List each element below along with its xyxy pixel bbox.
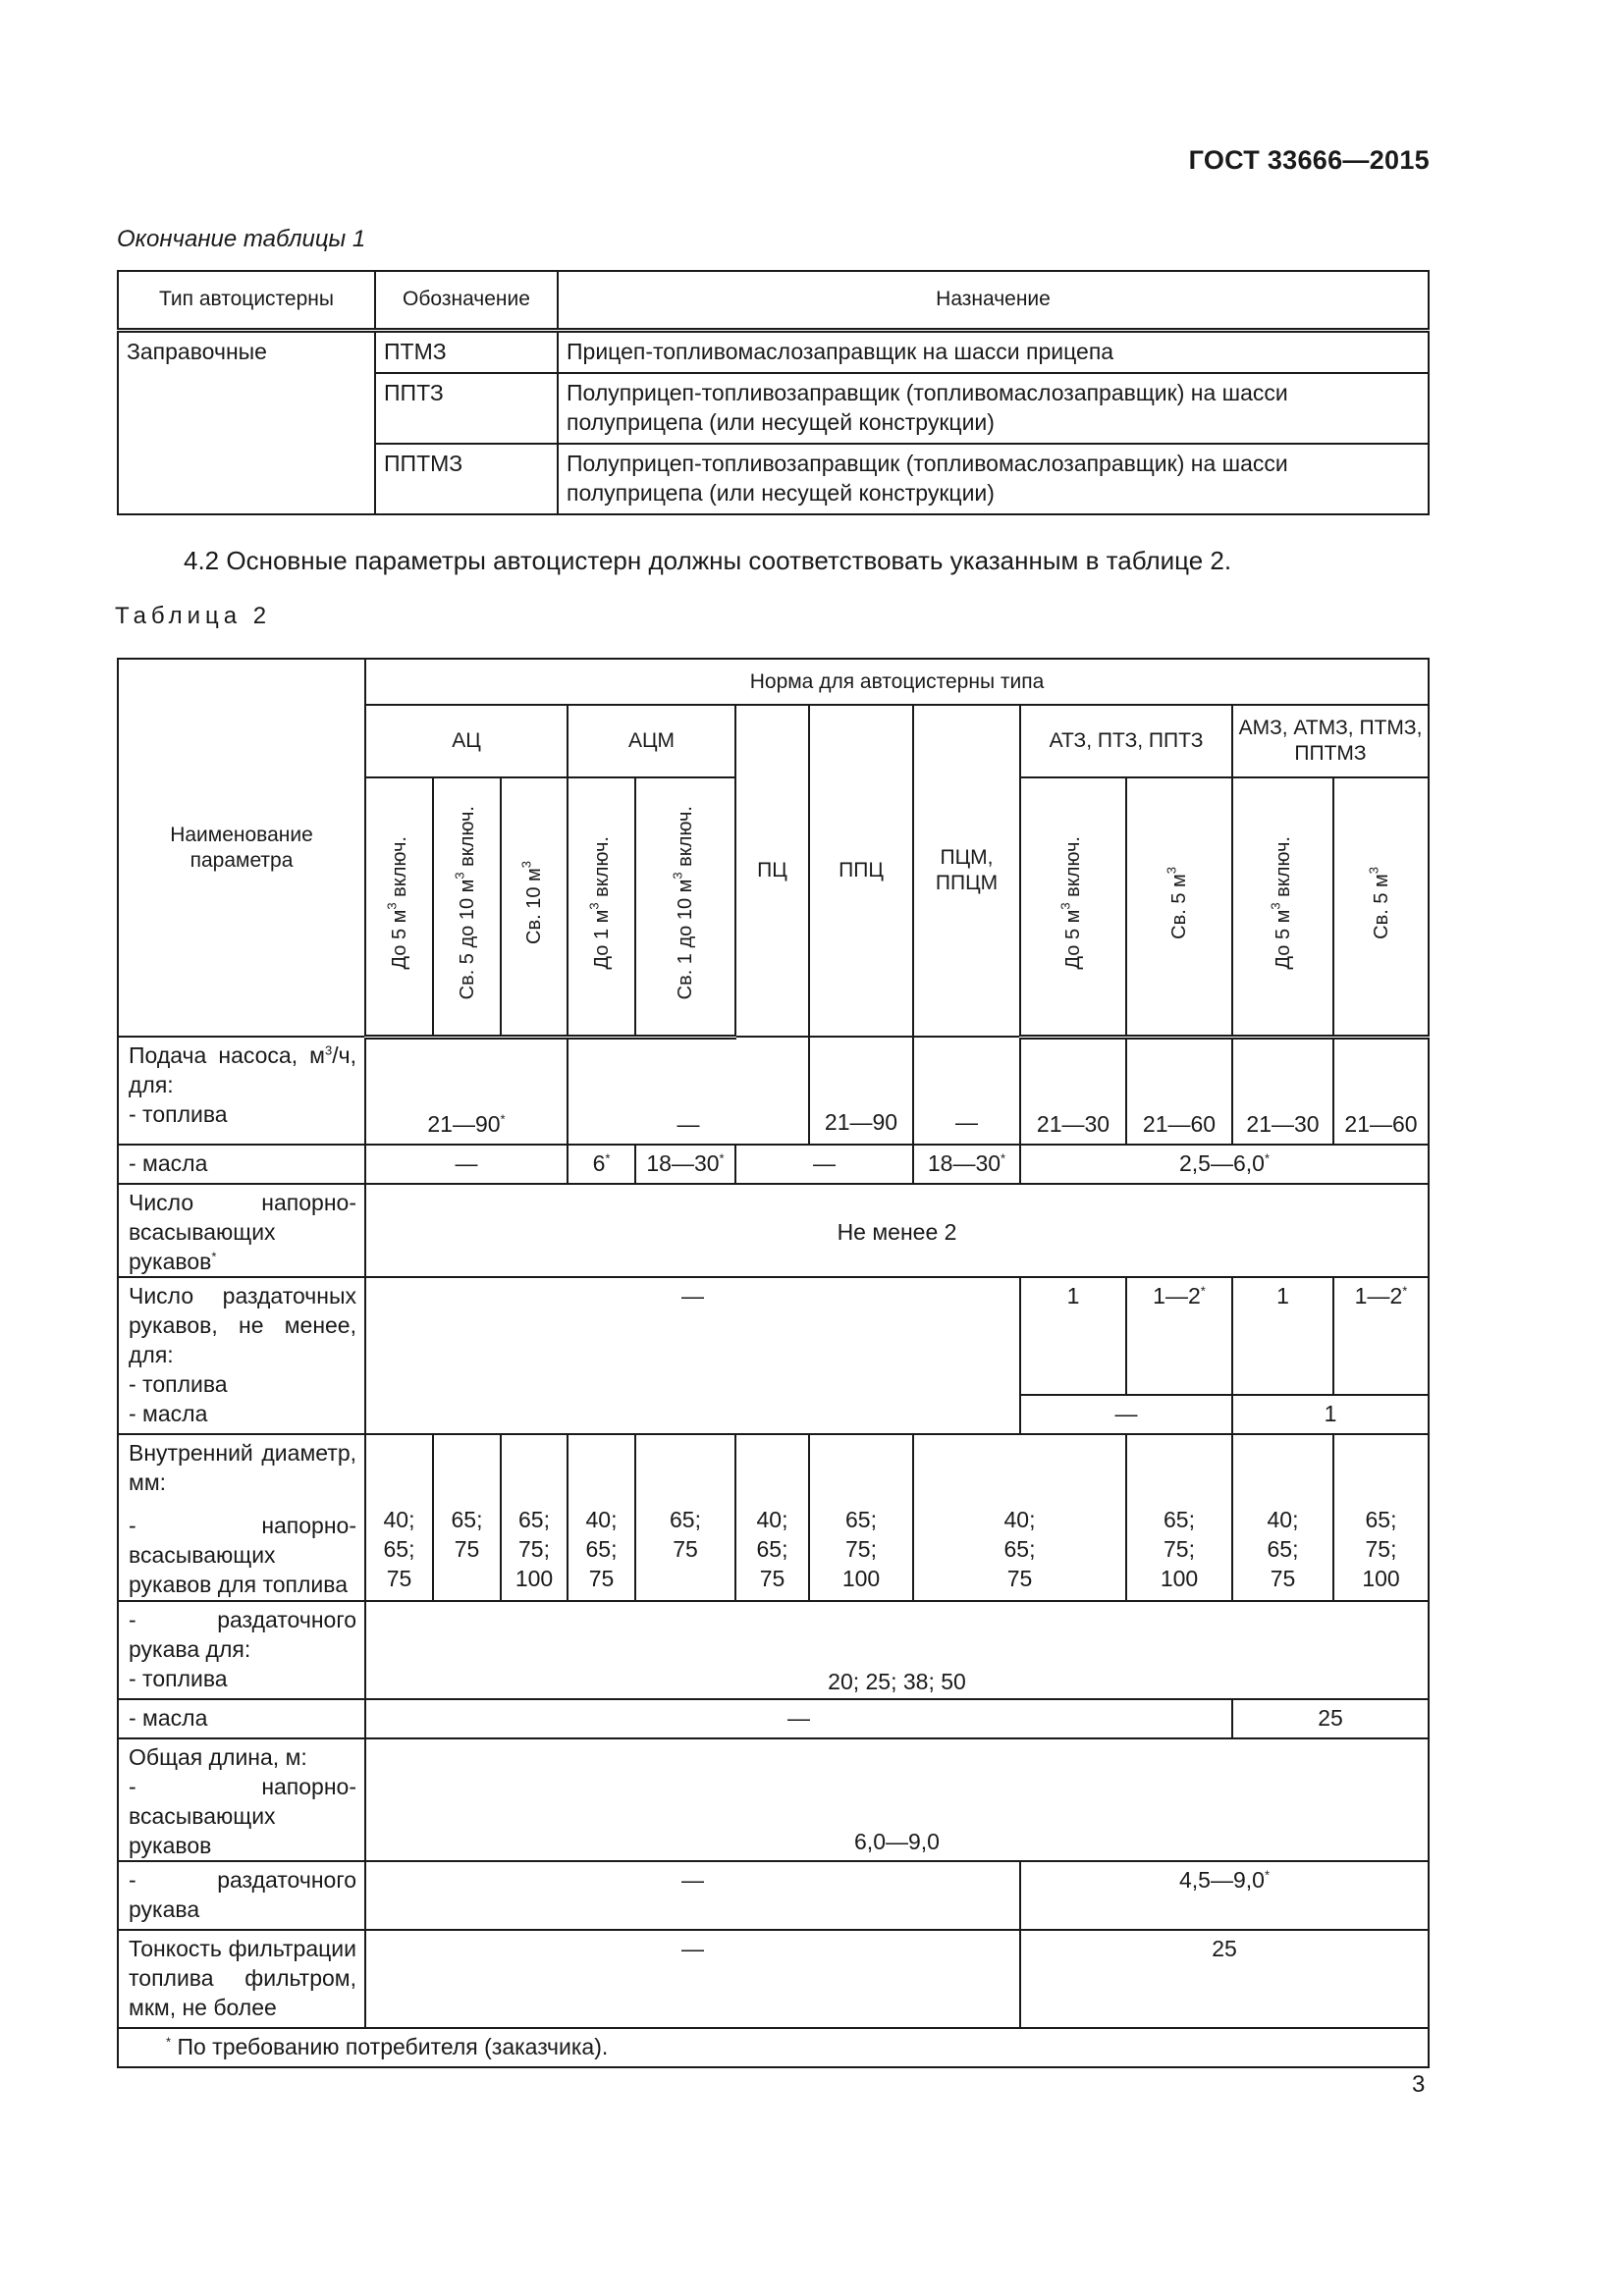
filtration-atz-amz: 25: [1020, 1930, 1429, 2028]
diam-disp-oil-others: —: [365, 1699, 1232, 1738]
group-atz: АТЗ, ПТЗ, ППТЗ: [1020, 705, 1232, 777]
pump-fuel-atz2: [1126, 1037, 1232, 1145]
table2-footnote: * По требованию потребителя (заказчика).: [118, 2028, 1429, 2067]
table1-purpose-cell: Полуприцеп-топливозаправщик (топливомаслозаправщик) на шасси полуприцепа (или несущей конструкции): [558, 373, 1429, 444]
value: 65;: [383, 1536, 415, 1562]
param-dispensing-title: Число раздаточных рукавов, не менее, для:: [129, 1283, 356, 1367]
group-pcm: ПЦМ, ППЦМ: [913, 705, 1020, 1037]
table1-code-cell: ПТМЗ: [375, 330, 558, 373]
group-amz: АМЗ, АТМЗ, ПТМЗ, ППТМЗ: [1232, 705, 1429, 777]
value: 75: [673, 1536, 698, 1562]
param-pressure-hoses: Число напорно-всасывающих рукавов*: [118, 1184, 365, 1277]
param-pump-fuel: - топлива: [129, 1101, 228, 1127]
dispensing-fuel-atz2: 1—2*: [1126, 1277, 1232, 1395]
value: 21—60: [1344, 1110, 1418, 1137]
table1-purpose-cell: Полуприцеп-топливозаправщик (топливомаслозаправщик) на шасси полуприцепа (или несущей конструкции): [558, 444, 1429, 514]
value: 75: [454, 1536, 480, 1562]
sub-atz1-label: До 5 $м^3$ включ.: [1057, 836, 1084, 970]
pump-fuel-acm-pc: [568, 1037, 809, 1145]
diam-disp-oil-amz: 25: [1232, 1699, 1429, 1738]
length-disp-atz-amz: 4,5—9,0*: [1020, 1861, 1429, 1930]
diam-ppc: [809, 1434, 913, 1601]
value: 75;: [518, 1536, 550, 1562]
param-pump-title: Подача насоса, $м^3/ч$, для:: [129, 1042, 356, 1097]
sub-ac1: [365, 777, 433, 1037]
pump-oil-atz-amz: 2,5—6,0*: [1020, 1145, 1429, 1184]
value: 65;: [1003, 1536, 1036, 1562]
param-dispensing: [118, 1277, 365, 1434]
pressure-hoses-value: Не менее 2: [365, 1184, 1429, 1277]
dispensing-oil-amz: 1: [1232, 1395, 1429, 1434]
table1-caption: Окончание таблицы 1: [117, 226, 366, 252]
param-pump-oil: - масла: [118, 1145, 365, 1184]
table1-code-cell: ППТЗ: [375, 373, 558, 444]
sub-ac2: [433, 777, 501, 1037]
table2-header-row: [118, 659, 1429, 705]
param-diameter-title: Внутренний диаметр, мм:: [129, 1440, 356, 1495]
diam-amz1: [1232, 1434, 1333, 1601]
diam-ac3: [501, 1434, 568, 1601]
table-row: [118, 1145, 1429, 1184]
table1: [117, 270, 1430, 515]
table1-col-purpose: Назначение: [558, 271, 1429, 330]
value: 75;: [845, 1536, 877, 1562]
sub-amz1-label: До 5 $м^3$ включ.: [1267, 836, 1294, 970]
dispensing-fuel-atz1: 1: [1020, 1277, 1126, 1395]
value: 21—90: [824, 1109, 898, 1135]
diam-acm1: [568, 1434, 635, 1601]
pump-fuel-amz2: [1333, 1037, 1429, 1145]
value: 75: [588, 1566, 615, 1591]
value: 65;: [756, 1536, 788, 1562]
table-row: [118, 1699, 1429, 1738]
table1-code-cell: ППТМЗ: [375, 444, 558, 514]
sub-ac1-label: До 5 $м^3$ включ.: [383, 836, 410, 970]
value: 100: [1160, 1566, 1199, 1591]
sub-acm1-label: До 1 $м^3$ включ.: [585, 836, 613, 970]
table-row: [118, 1861, 1429, 1930]
value: 75: [1006, 1566, 1033, 1591]
param-diameter-disp-fuel: - топлива: [129, 1666, 228, 1691]
param-diameter: [118, 1434, 365, 1601]
pump-oil-acm1: 6*: [568, 1145, 635, 1184]
diam-atz2: [1126, 1434, 1232, 1601]
value: 65;: [585, 1536, 618, 1562]
value: 40;: [1267, 1507, 1299, 1532]
table-row: [118, 1601, 1429, 1699]
diam-ac2: [433, 1434, 501, 1601]
value: —: [955, 1109, 978, 1135]
table2-caption: Таблица 2: [115, 603, 272, 629]
sub-atz2: [1126, 777, 1232, 1037]
table2-footnote-row: [118, 2028, 1429, 2067]
pump-fuel-amz1: [1232, 1037, 1333, 1145]
sub-acm2-label: Св. 1 до 10 $м^3$ включ.: [670, 806, 696, 1000]
paragraph-4-2: 4.2 Основные параметры автоцистерн должны соответствовать указанным в таблице 2.: [184, 546, 1232, 575]
dispensing-fuel-amz2: 1—2*: [1333, 1277, 1429, 1395]
diam-ac1: [365, 1434, 433, 1601]
table-row: [118, 1037, 1429, 1145]
table-row: [118, 1184, 1429, 1277]
value: 75;: [1365, 1536, 1397, 1562]
diam-amz2: [1333, 1434, 1429, 1601]
value: 100: [841, 1566, 881, 1591]
dispensing-fuel-amz1: 1: [1232, 1277, 1333, 1395]
value: 65;: [1365, 1507, 1397, 1532]
sub-ac3-label: Св. 10 $м^3$: [518, 861, 545, 945]
table-row: [118, 1277, 1429, 1395]
pump-oil-acm2: 18—30*: [635, 1145, 735, 1184]
value: 65;: [451, 1507, 483, 1532]
pump-fuel-ac: [365, 1037, 568, 1145]
value: 100: [1362, 1566, 1400, 1591]
table-row: [118, 1930, 1429, 2028]
group-ppc: ППЦ: [809, 705, 913, 1037]
group-pc: ПЦ: [735, 705, 809, 1037]
sub-amz2: [1333, 777, 1429, 1037]
param-dispensing-oil: - масла: [129, 1401, 208, 1426]
value: 40;: [756, 1507, 788, 1532]
param-diameter-disp-oil: - масла: [118, 1699, 365, 1738]
table-row: [118, 330, 1429, 373]
table1-purpose-cell: Прицеп-топливомаслозаправщик на шасси прицепа: [558, 330, 1429, 373]
table2: [117, 658, 1430, 2068]
param-diameter-disp-title: - раздаточного рукава для:: [129, 1607, 356, 1662]
value: 75: [386, 1566, 412, 1591]
value: 40;: [1003, 1507, 1036, 1532]
dispensing-oil-atz: —: [1020, 1395, 1232, 1434]
diam-pcm-atz1: [913, 1434, 1126, 1601]
pump-oil-ac: —: [365, 1145, 568, 1184]
sub-atz2-label: Св. 5 $м^3$: [1164, 866, 1190, 939]
sub-acm2: [635, 777, 735, 1037]
param-length-title: Общая длина, м:: [129, 1744, 307, 1770]
value: —: [677, 1110, 700, 1137]
sub-amz2-label: Св. 5 $м^3$: [1365, 866, 1392, 939]
value: 75: [759, 1566, 785, 1591]
sub-ac3: [501, 777, 568, 1037]
sub-amz1: [1232, 777, 1333, 1037]
pump-fuel-atz1: [1020, 1037, 1126, 1145]
table2-norm-header: Норма для автоцистерны типа: [365, 659, 1429, 705]
length-disp-others: —: [365, 1861, 1020, 1930]
table-row: [118, 1738, 1429, 1861]
table-row: [118, 1434, 1429, 1601]
value: 65;: [1164, 1507, 1195, 1532]
dispensing-others: —: [365, 1277, 1020, 1434]
pump-fuel-pcm: [913, 1037, 1020, 1145]
table1-col-type: Тип автоцистерны: [118, 271, 375, 330]
value: 21—30: [1246, 1110, 1320, 1137]
value: 65;: [518, 1507, 550, 1532]
table2-param-header: Наименование параметра: [118, 659, 365, 1037]
value: 100: [514, 1566, 554, 1591]
table1-header-row: [118, 271, 1429, 330]
param-length-pressure: - напорно-всасывающих рукавов: [129, 1774, 356, 1858]
param-filtration: Тонкость фильтрации топлива фильтром, мкм, не более: [118, 1930, 365, 2028]
value: 75: [1270, 1566, 1296, 1591]
value: 65;: [1267, 1536, 1299, 1562]
diam-disp-fuel: 20; 25; 38; 50: [365, 1601, 1429, 1699]
value: 40;: [383, 1507, 415, 1532]
page-number: 3: [1412, 2071, 1426, 2098]
pump-oil-pc-ppc: —: [735, 1145, 913, 1184]
table1-col-code: Обозначение: [375, 271, 558, 330]
pump-oil-pcm: 18—30*: [913, 1145, 1020, 1184]
pump-fuel-ppc: [809, 1037, 913, 1145]
group-ac: АЦ: [365, 705, 568, 777]
value: 75;: [1164, 1536, 1195, 1562]
value: 65;: [670, 1507, 701, 1532]
param-diameter-disp: [118, 1601, 365, 1699]
group-acm: АЦМ: [568, 705, 735, 777]
length-pressure-value: 6,0—9,0: [365, 1738, 1429, 1861]
sub-acm1: [568, 777, 635, 1037]
param-length: [118, 1738, 365, 1861]
value: 21—60: [1142, 1110, 1217, 1137]
document-number: ГОСТ 33666—2015: [1188, 145, 1430, 175]
diam-acm2: [635, 1434, 735, 1601]
value: 65;: [845, 1507, 877, 1532]
value: 21—90*: [427, 1110, 506, 1137]
value: 40;: [585, 1507, 618, 1532]
sub-atz1: [1020, 777, 1126, 1037]
param-dispensing-fuel: - топлива: [129, 1371, 228, 1397]
param-diameter-pressure: - напорно-всасывающих рукавов для топлива: [129, 1513, 356, 1597]
filtration-others: —: [365, 1930, 1020, 2028]
param-length-disp: - раздаточного рукава: [118, 1861, 365, 1930]
diam-pc: [735, 1434, 809, 1601]
param-pump: [118, 1037, 365, 1145]
sub-ac2-label: Св. 5 до 10 $м^3$ включ.: [451, 806, 478, 1000]
table1-group-cell: Заправочные: [118, 330, 375, 514]
value: 21—30: [1036, 1110, 1110, 1137]
